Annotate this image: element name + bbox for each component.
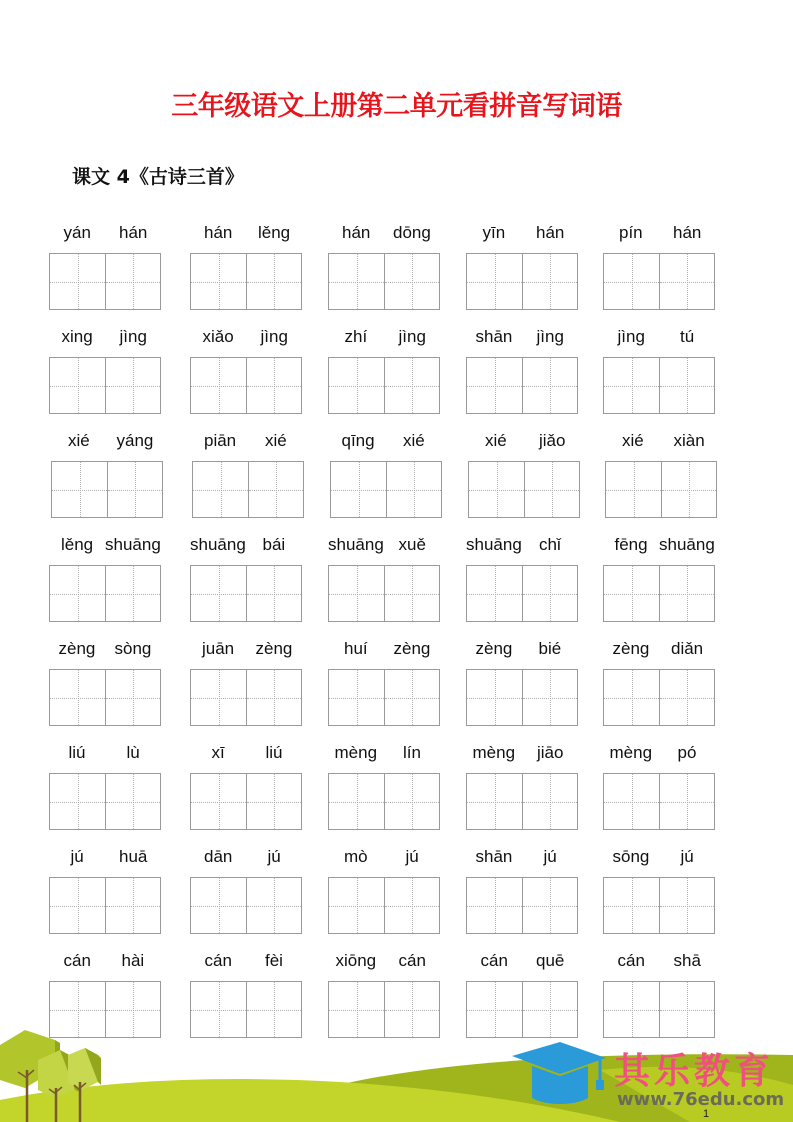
pinyin-syllable-2: cán bbox=[398, 951, 426, 970]
pinyin-label bbox=[192, 431, 304, 455]
pinyin-label bbox=[328, 223, 440, 247]
character-box[interactable] bbox=[191, 566, 246, 621]
pinyin-label bbox=[328, 327, 440, 351]
character-box[interactable] bbox=[329, 878, 384, 933]
pinyin-syllable-1: jú bbox=[70, 847, 84, 866]
character-box[interactable] bbox=[191, 358, 246, 413]
pinyin-syllable-1: pín bbox=[619, 223, 643, 242]
pinyin-label bbox=[466, 639, 578, 663]
writing-grid bbox=[51, 461, 163, 518]
pinyin-syllable-1: juān bbox=[202, 639, 235, 658]
pinyin-syllable-1: shuāng bbox=[328, 535, 384, 554]
pinyin-label bbox=[328, 535, 440, 559]
pinyin-label bbox=[603, 951, 715, 975]
character-box[interactable] bbox=[331, 462, 386, 517]
character-box[interactable] bbox=[105, 358, 160, 413]
character-box[interactable] bbox=[659, 774, 714, 829]
pinyin-label bbox=[51, 431, 163, 455]
pinyin-syllable-2: jìng bbox=[260, 327, 288, 346]
pinyin-syllable-1: xié bbox=[68, 431, 90, 450]
pinyin-syllable-1: yīn bbox=[482, 223, 506, 242]
page-number: 1 bbox=[703, 1108, 710, 1120]
pinyin-label bbox=[603, 743, 715, 767]
character-box[interactable] bbox=[524, 462, 579, 517]
pinyin-syllable-1: xié bbox=[622, 431, 644, 450]
writing-grid bbox=[603, 773, 715, 830]
writing-grid bbox=[190, 565, 302, 622]
pinyin-syllable-2: chǐ bbox=[539, 535, 561, 554]
pinyin-syllable-2: jìng bbox=[536, 327, 564, 346]
pinyin-label bbox=[190, 535, 302, 559]
writing-grid bbox=[603, 565, 715, 622]
character-box[interactable] bbox=[522, 358, 577, 413]
writing-grid bbox=[190, 877, 302, 934]
pinyin-syllable-2: sòng bbox=[114, 639, 152, 658]
brand-name: 其乐教育 bbox=[614, 1051, 775, 1092]
writing-grid bbox=[468, 461, 580, 518]
character-box[interactable] bbox=[606, 462, 661, 517]
character-box[interactable] bbox=[469, 462, 524, 517]
writing-grid bbox=[466, 357, 578, 414]
character-box[interactable] bbox=[246, 566, 301, 621]
pinyin-label bbox=[468, 431, 580, 455]
character-box[interactable] bbox=[193, 462, 248, 517]
writing-grid bbox=[603, 877, 715, 934]
pinyin-syllable-2: hán bbox=[536, 223, 565, 242]
pinyin-syllable-2: bié bbox=[538, 639, 562, 658]
character-box[interactable] bbox=[659, 358, 714, 413]
character-box[interactable] bbox=[522, 878, 577, 933]
writing-grid bbox=[603, 357, 715, 414]
pinyin-syllable-1: dān bbox=[204, 847, 233, 866]
character-box[interactable] bbox=[659, 254, 714, 309]
pinyin-syllable-2: pó bbox=[677, 743, 697, 762]
writing-grid bbox=[466, 565, 578, 622]
character-box[interactable] bbox=[191, 670, 246, 725]
pinyin-label bbox=[466, 223, 578, 247]
writing-grid bbox=[328, 357, 440, 414]
writing-grid bbox=[328, 773, 440, 830]
page-title: 三年级语文上册第二单元看拼音写词语 bbox=[171, 91, 622, 122]
writing-grid bbox=[328, 565, 440, 622]
pinyin-label bbox=[49, 847, 161, 871]
writing-grid bbox=[328, 253, 440, 310]
writing-grid bbox=[466, 773, 578, 830]
character-box[interactable] bbox=[191, 254, 246, 309]
pinyin-syllable-1: liú bbox=[68, 743, 86, 762]
pinyin-syllable-1: zèng bbox=[612, 639, 650, 658]
character-box[interactable] bbox=[659, 670, 714, 725]
pinyin-syllable-2: shā bbox=[673, 951, 701, 970]
pinyin-syllable-2: zèng bbox=[393, 639, 431, 658]
writing-grid bbox=[49, 565, 161, 622]
pinyin-label bbox=[49, 535, 161, 559]
pinyin-syllable-1: qīng bbox=[341, 431, 375, 450]
pinyin-syllable-1: huí bbox=[344, 639, 368, 658]
character-box[interactable] bbox=[329, 670, 384, 725]
character-box[interactable] bbox=[50, 878, 105, 933]
character-box[interactable] bbox=[661, 462, 716, 517]
writing-grid bbox=[192, 461, 304, 518]
character-box[interactable] bbox=[384, 566, 439, 621]
pinyin-syllable-2: jiāo bbox=[537, 743, 564, 762]
pinyin-syllable-1: zhí bbox=[344, 327, 368, 346]
pinyin-syllable-1: xī bbox=[211, 743, 225, 762]
writing-grid bbox=[603, 669, 715, 726]
pinyin-syllable-1: shuāng bbox=[466, 535, 522, 554]
character-box[interactable] bbox=[105, 566, 160, 621]
pinyin-syllable-2: quē bbox=[536, 951, 565, 970]
pinyin-syllable-1: mò bbox=[344, 847, 368, 866]
pinyin-syllable-2: jú bbox=[405, 847, 419, 866]
character-box[interactable] bbox=[52, 462, 107, 517]
character-box[interactable] bbox=[604, 566, 659, 621]
pinyin-label bbox=[603, 847, 715, 871]
writing-grid bbox=[190, 357, 302, 414]
pinyin-syllable-1: cán bbox=[617, 951, 645, 970]
character-box[interactable] bbox=[384, 254, 439, 309]
pinyin-syllable-1: zèng bbox=[58, 639, 96, 658]
pinyin-label bbox=[603, 223, 715, 247]
pinyin-label bbox=[328, 639, 440, 663]
pinyin-syllable-2: jiǎo bbox=[539, 431, 566, 450]
character-box[interactable] bbox=[467, 774, 522, 829]
character-box[interactable] bbox=[191, 774, 246, 829]
pinyin-label bbox=[49, 743, 161, 767]
character-box[interactable] bbox=[105, 774, 160, 829]
writing-grid bbox=[49, 773, 161, 830]
character-box[interactable] bbox=[246, 254, 301, 309]
pinyin-label bbox=[603, 639, 715, 663]
writing-grid bbox=[49, 253, 161, 310]
pinyin-label bbox=[328, 847, 440, 871]
character-box[interactable] bbox=[105, 254, 160, 309]
character-box[interactable] bbox=[467, 878, 522, 933]
pinyin-label bbox=[466, 847, 578, 871]
writing-grid bbox=[190, 773, 302, 830]
pinyin-syllable-1: xiōng bbox=[335, 951, 377, 970]
writing-grid bbox=[603, 253, 715, 310]
pinyin-syllable-2: xié bbox=[265, 431, 287, 450]
character-box[interactable] bbox=[659, 566, 714, 621]
pinyin-syllable-1: hán bbox=[342, 223, 371, 242]
character-box[interactable] bbox=[246, 774, 301, 829]
character-box[interactable] bbox=[522, 774, 577, 829]
character-box[interactable] bbox=[329, 774, 384, 829]
pinyin-syllable-2: jìng bbox=[398, 327, 426, 346]
character-box[interactable] bbox=[50, 774, 105, 829]
pinyin-syllable-1: lěng bbox=[61, 535, 94, 554]
character-box[interactable] bbox=[467, 670, 522, 725]
pinyin-syllable-1: mèng bbox=[609, 743, 653, 762]
character-box[interactable] bbox=[246, 358, 301, 413]
pinyin-label bbox=[603, 327, 715, 351]
character-box[interactable] bbox=[107, 462, 162, 517]
lesson-heading: 课文 4《古诗三首》 bbox=[72, 166, 244, 188]
pinyin-syllable-2: xuě bbox=[398, 535, 426, 554]
pinyin-label bbox=[328, 743, 440, 767]
pinyin-label bbox=[330, 431, 442, 455]
pinyin-label bbox=[49, 327, 161, 351]
pinyin-syllable-1: shān bbox=[475, 847, 513, 866]
character-box[interactable] bbox=[604, 254, 659, 309]
writing-grid bbox=[190, 669, 302, 726]
writing-grid bbox=[605, 461, 717, 518]
pinyin-label bbox=[603, 535, 715, 559]
pinyin-label bbox=[49, 639, 161, 663]
pinyin-syllable-2: hán bbox=[119, 223, 148, 242]
pinyin-syllable-2: fèi bbox=[265, 951, 283, 970]
character-box[interactable] bbox=[50, 358, 105, 413]
character-box[interactable] bbox=[329, 566, 384, 621]
pinyin-syllable-1: hán bbox=[204, 223, 233, 242]
pinyin-syllable-1: cán bbox=[204, 951, 232, 970]
pinyin-label bbox=[49, 951, 161, 975]
pinyin-syllable-2: yáng bbox=[116, 431, 154, 450]
pinyin-syllable-2: hài bbox=[121, 951, 145, 970]
character-box[interactable] bbox=[467, 566, 522, 621]
character-box[interactable] bbox=[105, 670, 160, 725]
pinyin-syllable-2: zèng bbox=[255, 639, 293, 658]
pinyin-syllable-2: hán bbox=[673, 223, 702, 242]
pinyin-syllable-2: xiàn bbox=[673, 431, 705, 450]
character-box[interactable] bbox=[604, 670, 659, 725]
pinyin-syllable-2: jú bbox=[267, 847, 281, 866]
pinyin-syllable-2: shuāng bbox=[659, 535, 715, 554]
pinyin-syllable-2: shuāng bbox=[105, 535, 161, 554]
pinyin-label bbox=[466, 743, 578, 767]
writing-grid bbox=[49, 877, 161, 934]
pinyin-label bbox=[190, 327, 302, 351]
pinyin-syllable-2: dōng bbox=[393, 223, 431, 242]
pinyin-label bbox=[605, 431, 717, 455]
pinyin-syllable-2: lù bbox=[126, 743, 140, 762]
pinyin-syllable-2: lín bbox=[403, 743, 421, 762]
character-box[interactable] bbox=[659, 878, 714, 933]
character-box[interactable] bbox=[50, 254, 105, 309]
pinyin-syllable-1: mèng bbox=[334, 743, 378, 762]
character-box[interactable] bbox=[467, 358, 522, 413]
pinyin-syllable-1: cán bbox=[63, 951, 91, 970]
character-box[interactable] bbox=[191, 878, 246, 933]
character-box[interactable] bbox=[329, 358, 384, 413]
pinyin-syllable-1: piān bbox=[204, 431, 237, 450]
pinyin-syllable-1: xié bbox=[485, 431, 507, 450]
pinyin-label bbox=[190, 743, 302, 767]
pinyin-label bbox=[466, 327, 578, 351]
pinyin-syllable-2: bái bbox=[262, 535, 286, 554]
pinyin-syllable-1: zèng bbox=[475, 639, 513, 658]
writing-grid bbox=[330, 461, 442, 518]
character-box[interactable] bbox=[384, 878, 439, 933]
character-box[interactable] bbox=[329, 254, 384, 309]
character-box[interactable] bbox=[105, 878, 160, 933]
character-box[interactable] bbox=[246, 878, 301, 933]
pinyin-syllable-1: xing bbox=[61, 327, 93, 346]
character-box[interactable] bbox=[522, 254, 577, 309]
character-box[interactable] bbox=[384, 670, 439, 725]
character-box[interactable] bbox=[246, 670, 301, 725]
pinyin-syllable-2: jú bbox=[543, 847, 557, 866]
pinyin-syllable-2: jú bbox=[680, 847, 694, 866]
character-box[interactable] bbox=[384, 358, 439, 413]
pinyin-syllable-1: yán bbox=[63, 223, 91, 242]
character-box[interactable] bbox=[604, 878, 659, 933]
pinyin-label bbox=[328, 951, 440, 975]
pinyin-label bbox=[49, 223, 161, 247]
pinyin-syllable-2: lěng bbox=[258, 223, 291, 242]
writing-grid bbox=[190, 253, 302, 310]
writing-grid bbox=[49, 357, 161, 414]
pinyin-syllable-1: jìng bbox=[617, 327, 645, 346]
pinyin-syllable-1: fēng bbox=[614, 535, 648, 554]
pinyin-syllable-1: shuāng bbox=[190, 535, 246, 554]
pinyin-label bbox=[190, 223, 302, 247]
character-box[interactable] bbox=[386, 462, 441, 517]
pinyin-syllable-1: mèng bbox=[472, 743, 516, 762]
writing-grid bbox=[466, 877, 578, 934]
pinyin-label bbox=[190, 951, 302, 975]
character-box[interactable] bbox=[604, 358, 659, 413]
writing-grid bbox=[328, 669, 440, 726]
writing-grid bbox=[49, 669, 161, 726]
pinyin-syllable-1: sōng bbox=[612, 847, 650, 866]
pinyin-syllable-1: cán bbox=[480, 951, 508, 970]
character-box[interactable] bbox=[604, 774, 659, 829]
character-box[interactable] bbox=[522, 566, 577, 621]
pinyin-syllable-2: liú bbox=[265, 743, 283, 762]
brand-url: www.76edu.com bbox=[617, 1089, 785, 1110]
character-box[interactable] bbox=[467, 254, 522, 309]
pinyin-syllable-2: tú bbox=[680, 327, 695, 346]
pinyin-syllable-1: xiǎo bbox=[202, 327, 234, 346]
pinyin-label bbox=[190, 847, 302, 871]
writing-grid bbox=[328, 877, 440, 934]
character-box[interactable] bbox=[50, 670, 105, 725]
writing-grid bbox=[466, 669, 578, 726]
character-box[interactable] bbox=[248, 462, 303, 517]
character-box[interactable] bbox=[384, 774, 439, 829]
pinyin-syllable-1: shān bbox=[475, 327, 513, 346]
writing-grid bbox=[466, 253, 578, 310]
pinyin-syllable-2: diǎn bbox=[671, 639, 704, 658]
pinyin-label bbox=[190, 639, 302, 663]
character-box[interactable] bbox=[50, 566, 105, 621]
pinyin-syllable-2: jìng bbox=[119, 327, 147, 346]
pinyin-syllable-2: huā bbox=[119, 847, 148, 866]
pinyin-label bbox=[466, 535, 578, 559]
pinyin-syllable-2: xié bbox=[403, 431, 425, 450]
pinyin-label bbox=[466, 951, 578, 975]
character-box[interactable] bbox=[522, 670, 577, 725]
